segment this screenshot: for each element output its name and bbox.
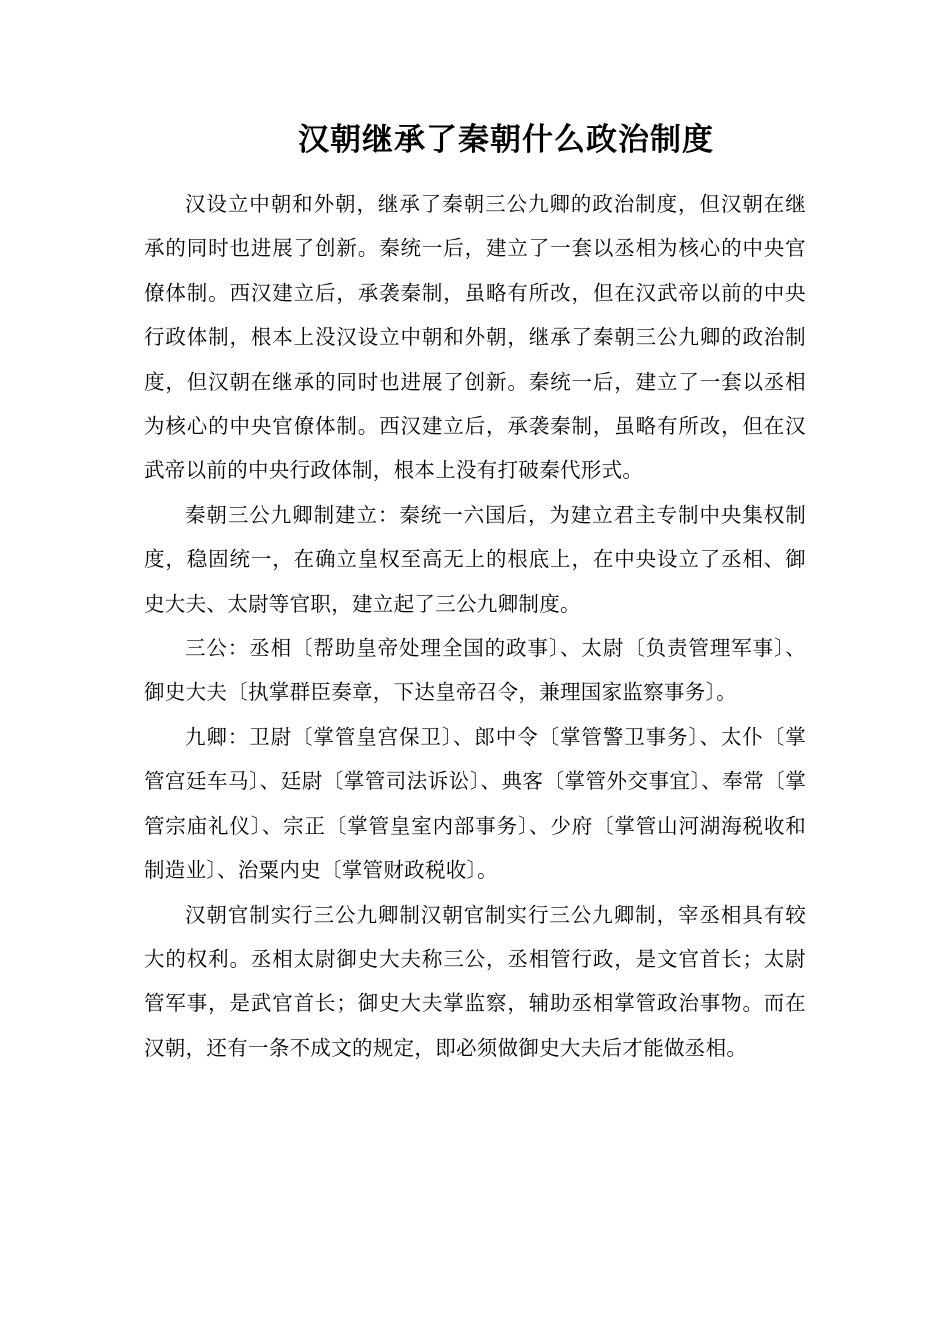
document-title: 汉朝继承了秦朝什么政治制度 [298, 122, 714, 158]
paragraph: 三公：丞相〔帮助皇帝处理全国的政事〕、太尉〔负责管理军事〕、御史大夫〔执掌群臣奏章，下达皇帝召令，兼理国家监察事务〕。 [144, 636, 806, 705]
paragraph: 九卿：卫尉〔掌管皇宫保卫〕、郎中令〔掌管警卫事务〕、太仆〔掌管宫廷车马〕、廷尉〔掌管司法诉讼〕、典客〔掌管外交事宜〕、奉常〔掌管宗庙礼仪〕、宗正〔掌管皇室内部事务〕、少府〔掌管山河湖海税收和制造业〕、治粟内史〔掌管财政税收〕。 [144, 724, 806, 883]
document-body [144, 182, 806, 1070]
paragraph: 秦朝三公九卿制建立：秦统一六国后，为建立君主专制中央集权制度，稳固统一，在确立皇权至高无上的根底上，在中央设立了丞相、御史大夫、太尉等官职，建立起了三公九卿制度。 [144, 502, 806, 616]
paragraph: 汉朝官制实行三公九卿制汉朝官制实行三公九卿制，宰丞相具有较大的权利。丞相太尉御史大夫称三公，丞相管行政，是文官首长；太尉管军事，是武官首长；御史大夫掌监察，辅助丞相掌管政治事物。而在汉朝，还有一条不成文的规定，即必须做御史大夫后才能做丞相。 [144, 902, 806, 1060]
paragraph: 汉设立中朝和外朝，继承了秦朝三公九卿的政治制度，但汉朝在继承的同时也进展了创新。秦统一后，建立了一套以丞相为核心的中央官僚体制。西汉建立后，承袭秦制，虽略有所改，但在汉武帝以前的中央行政体制，根本上没汉设立中朝和外朝，继承了秦朝三公九卿的政治制度，但汉朝在继承的同时也进展了创新。秦统一后，建立了一套以丞相为核心的中央官僚体制。西汉建立后，承袭秦制，虽略有所改，但在汉武帝以前的中央行政体制，根本上没有打破秦代形式。 [144, 192, 806, 483]
